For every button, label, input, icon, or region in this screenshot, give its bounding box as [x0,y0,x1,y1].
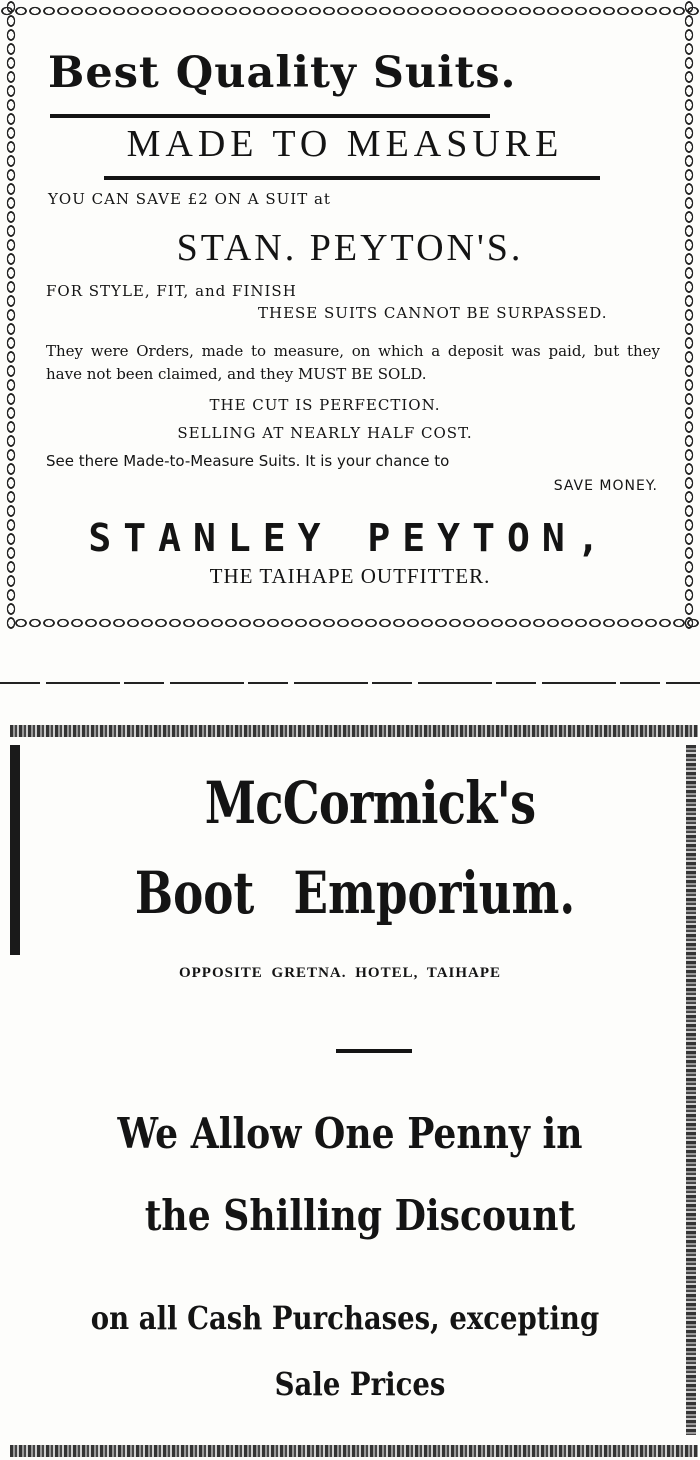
discount-line-1: We Allow One Penny in [117,1109,583,1158]
address: OPPOSITE GRETNA. HOTEL, TAIHAPE [178,965,502,981]
business-name: Boot Emporium. [134,859,576,927]
column-separator [0,682,700,684]
ad-title: Best Quality Suits. [48,48,517,98]
cut-line: THE CUT IS PERFECTION. [209,396,441,414]
business-owner: McCormick's [204,769,536,837]
advertisement-mccormicks [0,725,700,1460]
left-bar-border [10,745,20,955]
outfitter-line: THE TAIHAPE OUTFITTER. [209,564,491,588]
top-chain-border [0,0,700,22]
subtitle-rule [104,176,600,180]
ad-subtitle: MADE TO MEASURE [126,123,564,165]
advertisement-stan-peyton [0,0,700,640]
sale-line: Sale Prices [274,1365,446,1403]
discount-line-2: the Shilling Discount [144,1191,576,1240]
body-paragraph: They were Orders, made to measure, on which a deposit was paid, but they have not been claimed, and they MUST BE SOLD. [46,342,660,383]
shop-name: STAN. PEYTON'S. [176,227,524,269]
save-money-line: SAVE MONEY. [553,478,658,494]
style-line: FOR STYLE, FIT, and FINISH [46,282,297,300]
bottom-bar-border [10,1445,698,1457]
save-line: YOU CAN SAVE £2 ON A SUIT at [48,190,331,208]
bottom-chain-border [14,612,700,634]
right-bar-border [686,745,696,1435]
see-line: See there Made-to-Measure Suits. It is your chance to [46,452,450,470]
cash-line: on all Cash Purchases, excepting [90,1299,600,1337]
short-rule [336,1049,412,1053]
cost-line: SELLING AT NEARLY HALF COST. [177,424,473,442]
title-rule [50,114,490,118]
top-bar-border [10,725,698,737]
surpass-line: THESE SUITS CANNOT BE SURPASSED. [258,304,608,322]
signature: STANLEY PEYTON, [88,516,612,560]
